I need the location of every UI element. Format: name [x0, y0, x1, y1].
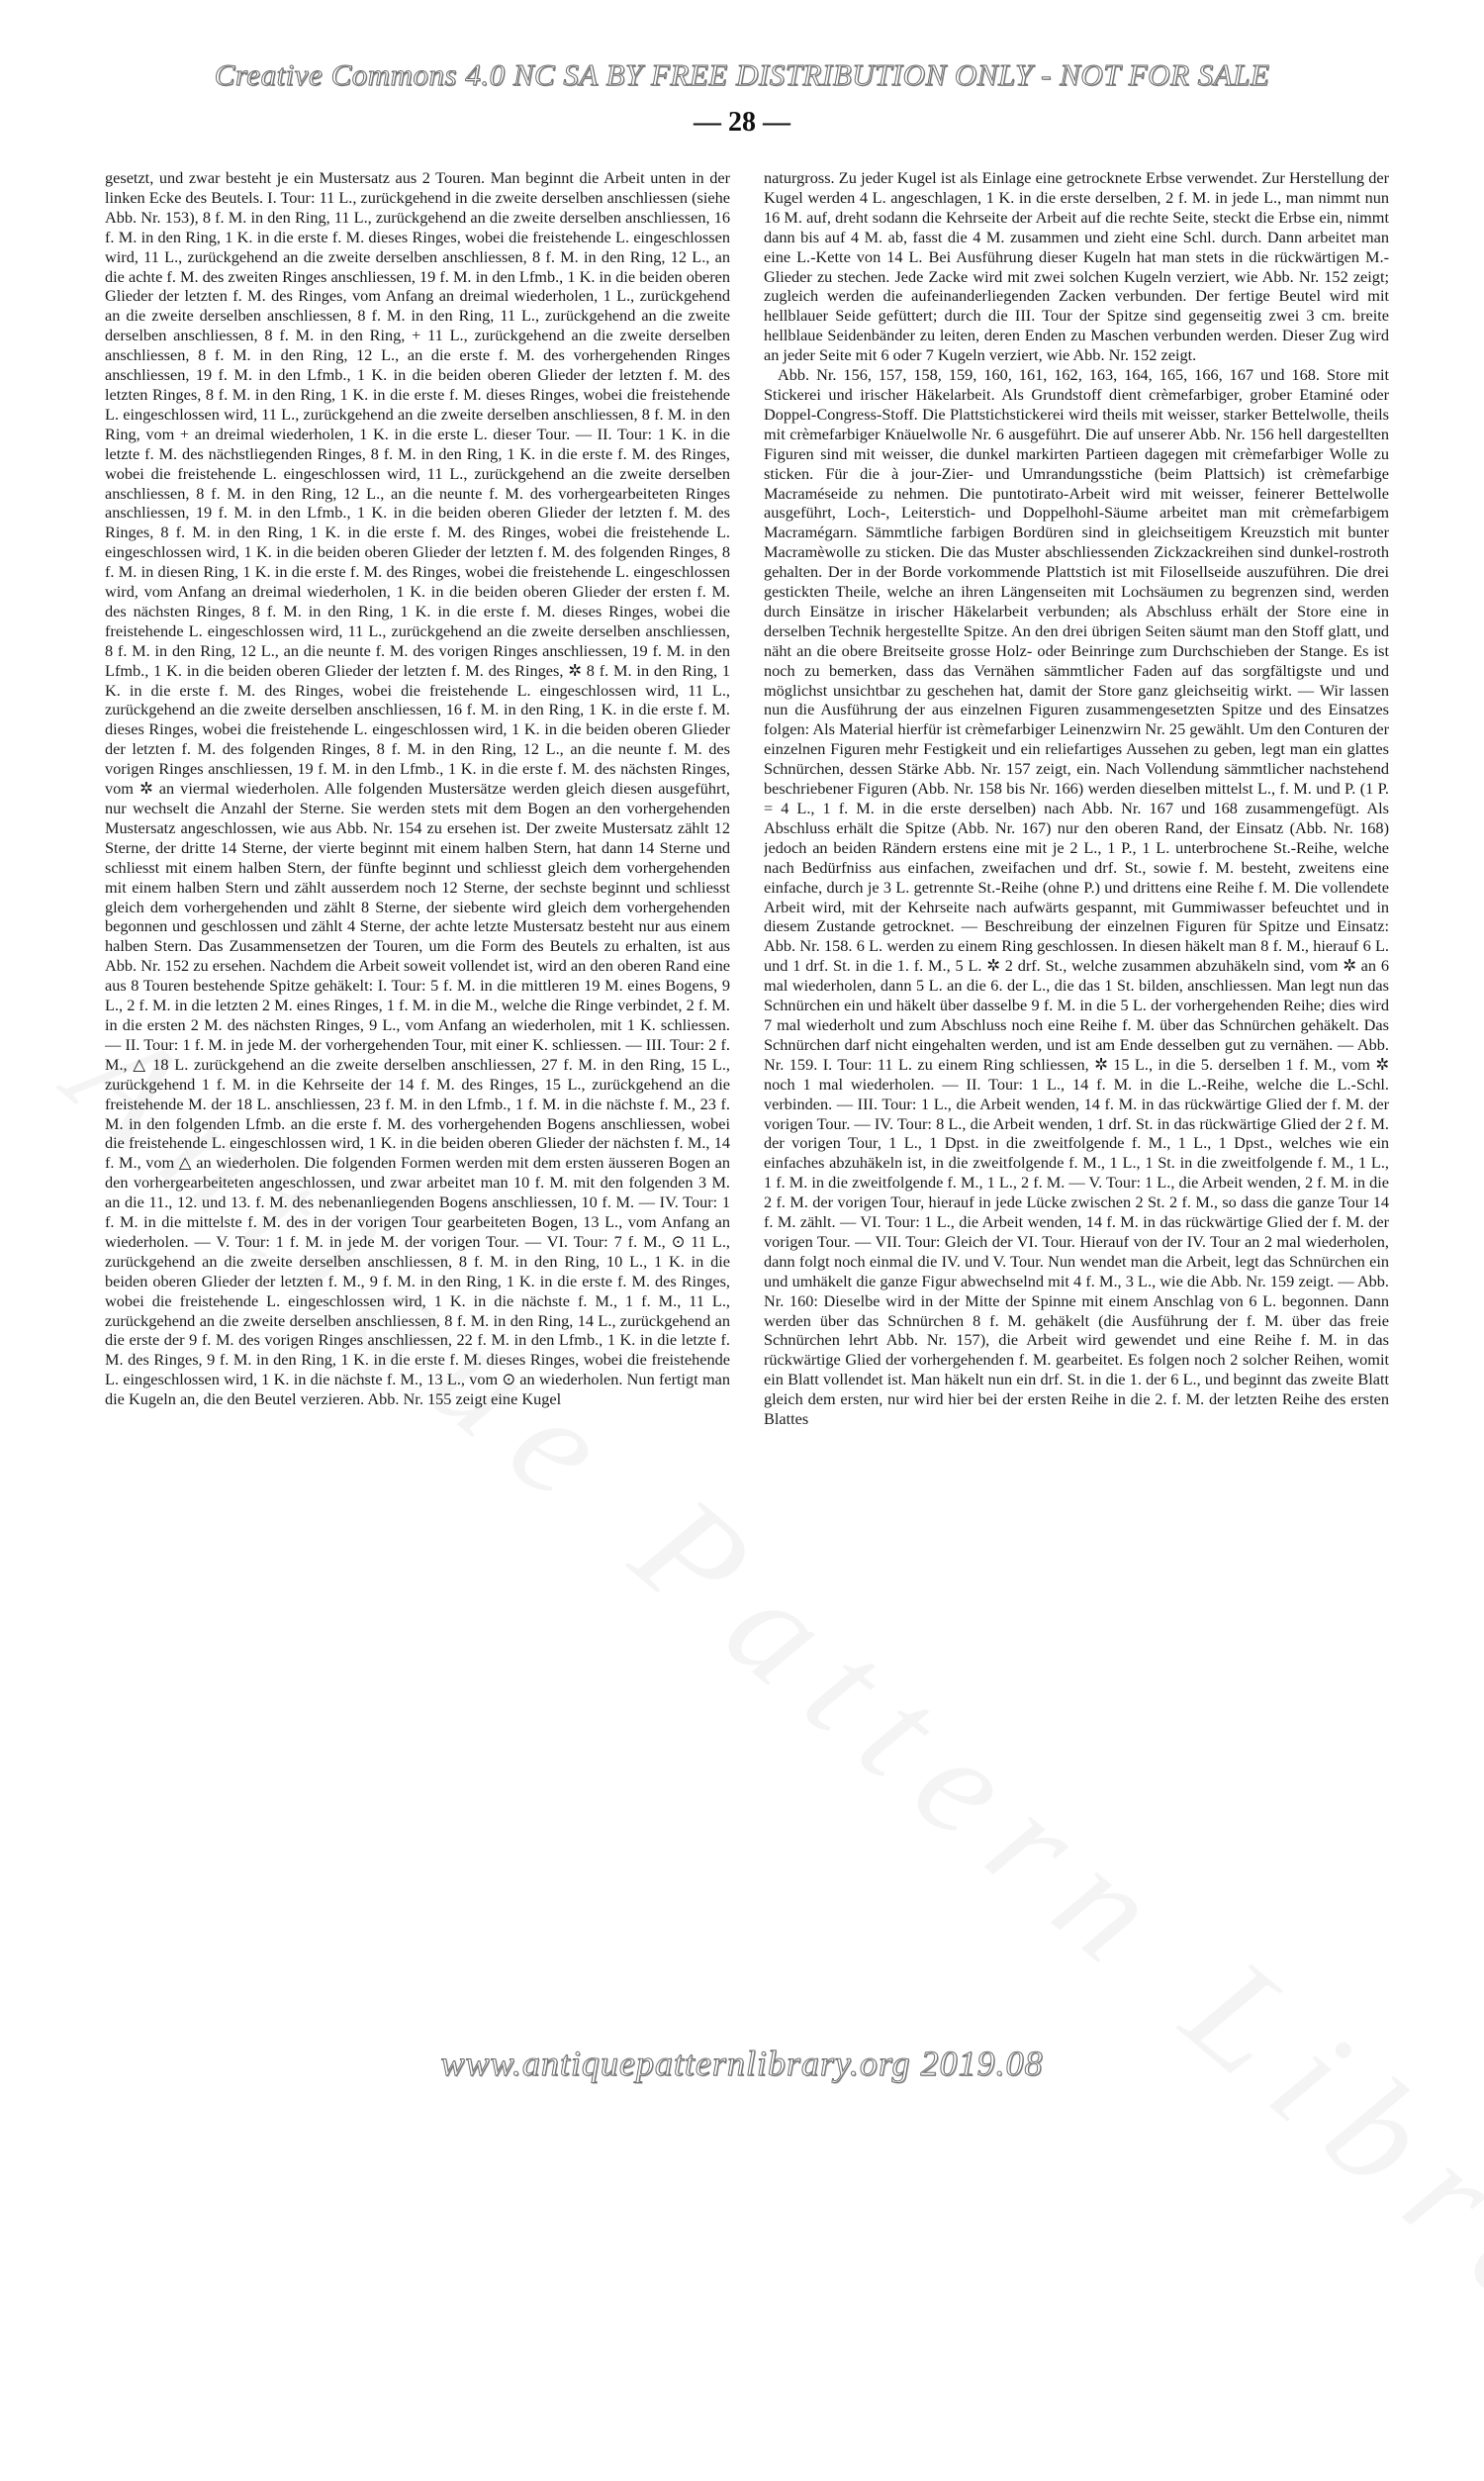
license-banner: Creative Commons 4.0 NC SA BY FREE DISTRIBUTION ONLY - NOT FOR SALE [214, 57, 1270, 92]
right-paragraph-2: Abb. Nr. 156, 157, 158, 159, 160, 161, 162, 163, 164, 165, 166, 167 und 168. Store mit Stickerei und irischer Häkelarbeit. Als Grundstoff dient crèmefarbiger, grober Etaminé oder Doppel-Congress-Stoff. Die Plattstichstickerei wird theils mit weisser, starker Bettelwolle, theils mit crèmefarbiger Knäuelwolle Nr. 6 ausgeführt. Die auf unserer Abb. Nr. 156 hell dargestellten Figuren sind mit weisser, die dunkel markirten Partieen dagegen mit crèmefarbiger Wolle zu sticken. Für die à jour-Zier- und Umrandungsstiche (beim Plattsich) ist crèmefarbige Macraméseide zu nehmen. Die puntotirato-Arbeit wird mit weisser, feinerer Bettelwolle ausgeführt, Loch-, Leiterstich- und Doppelhohl-Säume arbeitet man mit crèmefarbigem Macramégarn. Sämmtliche farbigen Bordüren sind in gleichseitigem Kreuzstich mit bunter Macramèwolle zu sticken. Die das Muster abschliessenden Zickzackreihen sind dunkel-rostroth gehalten. Der in der Borde vorkommende Plattstich ist mit Filosellseide auszuführen. Die drei gestickten Theile, welche an ihren Längenseiten mit Lochsäumen zu begrenzen sind, werden durch Einsätze in irischer Häkelarbeit verbunden; als Abschluss erhält der Store eine in derselben Technik hergestellte Spitze. An den drei übrigen Seiten säumt man den Stoff glatt, und näht an die obere Breitseite grosse Holz- oder Beinringe zum Durchschieben der Stange. Es ist noch zu bemerken, dass das Vernähen sämmtlicher Faden auf das sorgfältigste und und möglichst unsichtbar zu geschehen hat, damit der Store ganz gleichseitig wirkt. — Wir lassen nun die Ausführung der aus einzelnen Figuren zusammengesetzten Spitze und des Einsatzes folgen: Als Material hierfür ist crèmefarbiger Leinenzwirn Nr. 25 gewählt. Um den Conturen der einzelnen Figuren mehr Festigkeit und ein reliefartiges Aussehen zu geben, legt man ein glattes Schnürchen, dessen Stärke Abb. Nr. 157 zeigt, ein. Nach Vollendung sämmtlicher nachstehend beschriebener Figuren (Abb. Nr. 158 bis Nr. 166) werden dieselben mittelst L., f. M. und P. (1 P. = 4 L., 1 f. M. in die erste derselben) nach Abb. Nr. 167 und 168 zusammengefügt. Als Abschluss erhält die Spitze (Abb. Nr. 167) nur den oberen Rand, der Einsatz (Abb. Nr. 168) jedoch an beiden Rändern erstens eine mit je 2 L., 1 P., 1 L. unterbrochene St.-Reihe, welche nach Bedürfniss aus einfachen, zweifachen und drf. St., sowie f. M. besteht, zweitens eine einfache, durch je 3 L. getrennte St.-Reihe (ohne P.) und drittens eine Reihe f. M. Die vollendete Arbeit wird, mit der Kehrseite nach aufwärts gespannt, mit Gummiwasser befeuchtet und in diesem Zustande getrocknet. — Beschreibung der einzelnen Figuren für Spitze und Einsatz: Abb. Nr. 158. 6 L. werden zu einem Ring geschlossen. In diesen häkelt man 8 f. M., hierauf 6 L. und 1 drf. St. in die 1. f. M., 5 L. ✲ 2 drf. St., welche zusammen abzuhäkeln sind, vom ✲ an 6 mal wiederholen, dann 5 L. an die 6. der L., die das 1 St. bilden, anschliessen. Man legt nun das Schnürchen ein und häkelt über dasselbe 9 f. M. in die 5 L. der vorhergehenden Reihe; dies wird 7 mal wiederholt und zum Abschluss noch eine Reihe f. M. über das Schnürchen gehäkelt. Das Schnürchen darf nicht eingehalten werden, und ist am Ende desselben gut zu vernähen. — Abb. Nr. 159. I. Tour: 11 L. zu einem Ring schliessen, ✲ 15 L., in die 5. derselben 1 f. M., vom ✲ noch 1 mal wiederholen. — II. Tour: 1 L., 14 f. M. in die L.-Reihe, welche die L.-Schl. verbinden. — III. Tour: 1 L., die Arbeit wenden, 14 f. M. in das rückwärtige Glied der f. M. der vorigen Tour. — IV. Tour: 8 L., die Arbeit wenden, 1 drf. St. in das rückwärtige Glied der 2 f. M. der vorigen Tour, 1 L., 1 Dpst. in die zweitfolgende f. M., 1 L., 1 Dpst., welches wie ein einfaches abzuhäkeln ist, in die zweitfolgende f. M., 1 L., 1 St. in die zweitfolgende f. M., 1 L., 1 f. M. in die zweitfolgende f. M., 1 L., 2 f. M. — V. Tour: 1 L., die Arbeit wenden, 2 f. M. in die 2 f. M. der vorigen Tour, hierauf in jede Lücke zwischen 2 St. 2 f. M., so dass die ganze Tour 14 f. M. zählt. — VI. Tour: 1 L., die Arbeit wenden, 14 f. M. in das rückwärtige Glied der f. M. der vorigen Tour. — VII. Tour: Gleich der VI. Tour. Hierauf von der IV. Tour an 2 mal wiederholen, dann folgt noch einmal die IV. und V. Tour. Nun wendet man die Arbeit, legt das Schnürchen ein und umhäkelt die ganze Figur abwechselnd mit 4 f. M., 3 L., wie die Abb. Nr. 159 zeigt. — Abb. Nr. 160: Dieselbe wird in der Mitte der Spinne mit einem Anschlag von 6 L. begonnen. Dann werden über das Schnürchen 8 f. M. gehäkelt (die Ausführung der f. M. über das freie Schnürchen lehrt Abb. Nr. 157), die Arbeit wird gewendet und eine Reihe f. M. in das rückwärtige Glied der vorhergehenden f. M. gearbeitet. Es folgen noch 2 solcher Reihen, womit ein Blatt vollendet ist. Man häkelt nun ein drf. St. in die 1. der 6 L., und beginnt das zweite Blatt gleich dem ersten, nur wird hier bei der ersten Reihe in die 2. f. M. der letzten Reihe des ersten Blattes [764, 365, 1389, 1429]
text-columns [105, 168, 1389, 2009]
left-paragraph-1: gesetzt, und zwar besteht je ein Mustersatz aus 2 Touren. Man beginnt die Arbeit unten in der linken Ecke des Beutels. I. Tour: 11 L., zurückgehend in die zweite derselben anschliessen (siehe Abb. Nr. 153), 8 f. M. in den Ring, 11 L., zurückgehend an die zweite derselben anschliessen, 16 f. M. in den Ring, 1 K. in die erste f. M. dieses Ringes, wobei die freistehende L. eingeschlossen wird, 11 L., zurückgehend an die zweite derselben anschliessen, 8 f. M. in den Ring, 12 L., an die achte f. M. des zweiten Ringes anschliessen, 19 f. M. in den Lfmb., 1 K. in die beiden oberen Glieder der letzten f. M. des Ringes, vom Anfang an dreimal wiederholen, 1 L., zurückgehend an die zweite derselben anschliessen, 8 f. M. in den Ring, 11 L., zurückgehend an die zweite derselben anschliessen, 8 f. M. in den Ring, + 11 L., zurückgehend an die zweite derselben anschliessen, 8 f. M. in den Ring, 12 L., an die erste f. M. des vorhergehenden Ringes anschliessen, 19 f. M. in den Lfmb., 1 K. in die beiden oberen Glieder der letzten f. M. des letzten Ringes, 8 f. M. in den Ring, 1 K. in die erste f. M. dieses Ringes, wobei die freistehende L. eingeschlossen wird, 11 L., zurückgehend an die zweite derselben anschliessen, 8 f. M. in den Ring, vom + an dreimal wiederholen, 1 K. in die erste L. dieser Tour. — II. Tour: 1 K. in die letzte f. M. des nächstliegenden Ringes, 8 f. M. in den Ring, 1 K. in die erste f. M. des Ringes, wobei die freistehende L. eingeschlossen wird, 11 L., zurückgehend an die zweite derselben anschliessen, 8 f. M. in den Ring, 12 L., an die neunte f. M. des vorhergearbeiteten Ringes anschliessen, 19 f. M. in den Lfmb., 1 K. in die beiden oberen Glieder der letzten f. M. des Ringes, 8 f. M. in den Ring, 1 K. in die erste f. M. des Ringes, wobei die freistehende L. eingeschlossen wird, 1 K. in die beiden oberen Glieder der letzten f. M. des folgenden Ringes, 8 f. M. in diesen Ring, 1 K. in die erste f. M. des Ringes, wobei die freistehende L. eingeschlossen wird, vom Anfang an dreimal wiederholen, 1 K. in die beiden oberen Glieder der ersten f. M. des nächsten Ringes, 8 f. M. in den Ring, 1 K. in die erste f. M. dieses Ringes, wobei die freistehende L. eingeschlossen wird, 11 L., zurückgehend an die zweite derselben anschliessen, 8 f. M. in den Ring, 12 L., an die neunte f. M. des vorigen Ringes anschliessen, 19 f. M. in den Lfmb., 1 K. in die beiden oberen Glieder der letzten f. M. des Ringes, ✲ 8 f. M. in den Ring, 1 K. in die erste f. M. des Ringes, wobei die freistehende L. eingeschlossen wird, 11 L., zurückgehend an die zweite derselben anschliessen, 16 f. M. in den Ring, 1 K. in die erste f. M. dieses Ringes, wobei die freistehende L. eingeschlossen wird, 1 K. in die beiden oberen Glieder der letzten f. M. des folgenden Ringes, 8 f. M. in den Ring, 12 L., an die neunte f. M. des vorigen Ringes anschliessen, 19 f. M. in den Lfmb., 1 K. in die erste f. M. des nächsten Ringes, vom ✲ an viermal wiederholen. Alle folgenden Mustersätze werden gleich diesen ausgeführt, nur wechselt die Anzahl der Sterne. Sie werden stets mit dem Bogen an den vorhergehenden Mustersatz angeschlossen, wie aus Abb. Nr. 154 zu ersehen ist. Der zweite Mustersatz zählt 12 Sterne, der dritte 14 Sterne, der vierte beginnt mit einem halben Stern, hat dann 14 Sterne und schliesst mit einem halben Stern, der fünfte beginnt und schliesst gleich dem vorhergehenden mit einem halben Stern und zählt ausserdem noch 12 Sterne, der sechste beginnt und schliesst gleich dem vorhergehenden und zählt 8 Sterne, der siebente wird gleich dem vorhergehenden begonnen und geschlossen und zählt 4 Sterne, der achte letzte Mustersatz besteht nur aus einem halben Stern. Das Zusammensetzen der Touren, um die Form des Beutels zu erhalten, ist aus Abb. Nr. 152 zu ersehen. Nachdem die Arbeit soweit vollendet ist, wird an den oberen Rand eine aus 8 Touren bestehende Spitze gehäkelt: I. Tour: 5 f. M. in die mittleren 19 M. eines Bogens, 9 L., 2 f. M. in die letzten 2 M. eines Ringes, 1 f. M. in die M., welche die Ringe verbindet, 2 f. M. in die ersten 2 M. des nächsten Ringes, 9 L., vom Anfang an wiederholen, mit 1 K. schliessen. — II. Tour: 1 f. M. in jede M. der vorhergehenden Tour, mit einer K. schliessen. — III. Tour: 2 f. M., △ 18 L. zurückgehend an die zweite derselben anschliessen, 27 f. M. in den Ring, 15 L., zurückgehend 1 f. M. in die Kehrseite der 14 f. M. des Ringes, 15 L., zurückgehend an die freistehende M. der 18 L. anschliessen, 23 f. M. in den Lfmb., 1 f. M. in die nächste f. M., 23 f. M. in den folgenden Lfmb. an die erste f. M. des vorhergehenden Bogens anschliessen, wobei die freistehende L. eingeschlossen wird, 1 K. in die beiden oberen Glieder der nächsten f. M., 14 f. M., vom △ an wiederholen. Die folgenden Formen werden mit dem ersten äusseren Bogen an den vorhergearbeiteten angeschlossen, und zwar arbeitet man 10 f. M. mit den folgenden 3 M. an die 11., 12. und 13. f. M. des nebenanliegenden Bogens anschliessen, 10 f. M. — IV. Tour: 1 f. M. in die mittelste f. M. des in der vorigen Tour gearbeiteten Bogen, 13 L., vom Anfang an wiederholen. — V. Tour: 1 f. M. in jede M. der vorigen Tour. — VI. Tour: 7 f. M., ⊙ 11 L., zurückgehend an die zweite derselben anschliessen, 8 f. M. in den Ring, 10 L., 1 K. in die beiden oberen Glieder der letzten f. M., 9 f. M. in den Ring, 1 K. in die erste f. M. des Ringes, wobei die freistehende L. eingeschlossen wird, 1 K. in die nächste f. M., 1 f. M., 11 L., zurückgehend an die zweite derselben anschliessen, 8 f. M. in den Ring, 14 L., zurückgehend an die erste der 9 f. M. des vorigen Ringes anschliessen, 22 f. M. in den Lfmb., 1 K. in die letzte f. M. des Ringes, 9 f. M. in den Ring, 1 K. in die erste f. M. dieses Ringes, wobei die freistehende L. eingeschlossen wird, 1 K. in die nächste f. M., 13 L., vom ⊙ an wiederholen. Nun fertigt man die Kugeln an, die den Beutel verzieren. Abb. Nr. 155 zeigt eine Kugel [105, 168, 730, 1409]
right-paragraph-1: naturgross. Zu jeder Kugel ist als Einlage eine getrocknete Erbse verwendet. Zur Herstellung der Kugel werden 4 L. angeschlagen, 1 K. in die erste derselben, 2 f. M. in jede L., man nimmt nun 16 M. auf, dreht sodann die Kehrseite der Arbeit auf die rechte Seite, steckt die Erbse ein, nimmt dann bis auf 4 M. ab, fasst die 4 M. zusammen und zieht eine Schl. durch. Dann arbeitet man eine L.-Kette von 14 L. Bei Ausführung dieser Kugeln hat man stets in die rückwärtigen M.-Glieder zu stechen. Jede Zacke wird mit zwei solchen Kugeln verziert, wie Abb. Nr. 152 zeigt; zugleich werden die aufeinanderliegenden Zacken verbunden. Der fertige Beutel wird mit hellblauer Seide gefüttert; durch die III. Tour der Spitze sind gegenseitig zwei 3 cm. breite hellblaue Seidenbänder zu leiten, deren Enden zu Maschen verbunden werden. Dieser Zug wird an jeder Seite mit 6 oder 7 Kugeln verziert, wie Abb. Nr. 152 zeigt. [764, 168, 1389, 365]
footer-url-banner: www.antiquepatternlibrary.org 2019.08 [440, 2044, 1044, 2083]
left-column [105, 168, 730, 2009]
right-column [764, 168, 1389, 2009]
page-number: — 28 — [694, 107, 790, 138]
